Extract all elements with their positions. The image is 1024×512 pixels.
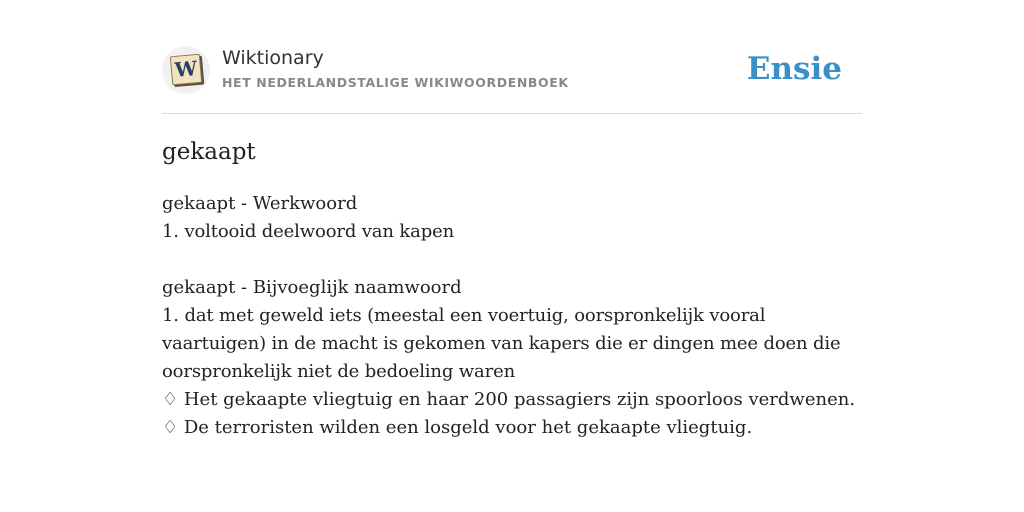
wiktionary-logo[interactable] [162,46,210,94]
ensie-brand-link[interactable]: Ensie [746,51,842,87]
entry-werkwoord [162,190,862,246]
entry-heading: gekaapt - Bijvoeglijk naamwoord [162,277,462,298]
entry-sense: 1. dat met geweld iets (meestal een voertuig, oorspronkelijk vooral vaartuigen) in de macht is gekomen van kapers die er dingen mee doen die oorspronkelijk niet de bedoeling waren [162,305,841,382]
page-title: gekaapt [162,139,256,165]
site-header [162,0,862,114]
example-sentence: ♢ Het gekaapte vliegtuig en haar 200 passagiers zijn spoorloos verdwenen. [162,389,856,410]
entry-sense: 1. voltooid deelwoord van kapen [162,221,455,242]
page-container [162,0,862,438]
entry-bijvoeglijk-naamwoord [162,274,862,442]
entry-heading: gekaapt - Werkwoord [162,193,358,214]
example-sentence: ♢ De terroristen wilden een losgeld voor het gekaapte vliegtuig. [162,417,753,438]
definitions [162,190,862,470]
wiktionary-tile-icon: W [170,54,202,86]
site-name[interactable]: Wiktionary [222,47,324,69]
site-tagline: HET NEDERLANDSTALIGE WIKIWOORDENBOEK [222,75,569,90]
